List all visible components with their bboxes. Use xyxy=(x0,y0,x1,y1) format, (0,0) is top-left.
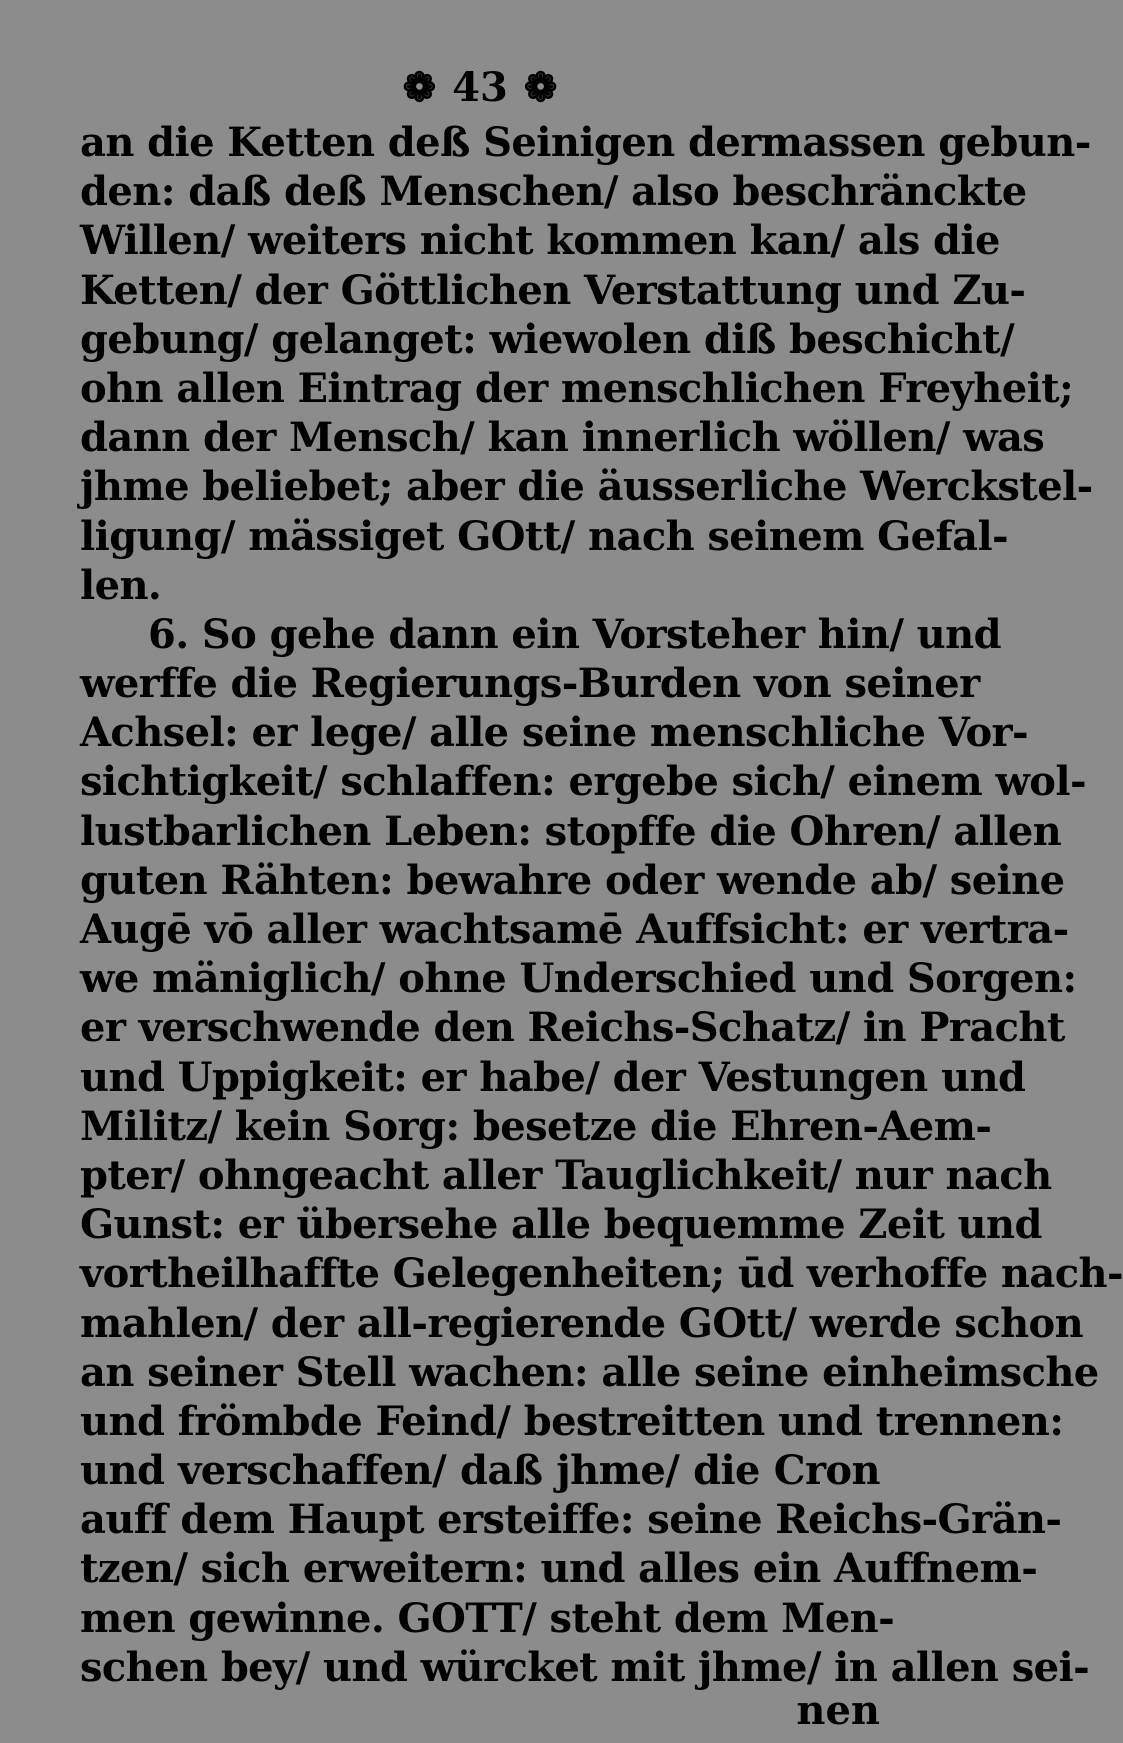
text-line: Gunst: er übersehe alle bequemme Zeit und xyxy=(80,1201,1042,1249)
catchword: nen xyxy=(796,1687,880,1734)
text-line: sichtigkeit/ schlaffen: ergebe sich/ einem wol- xyxy=(80,758,1086,806)
text-line: an seiner Stell wachen: alle seine einheimsche xyxy=(80,1348,1099,1396)
text-line: er verschwende den Reichs-Schatz/ in Pracht xyxy=(80,1004,1065,1052)
text-line: den: daß deß Menschen/ also beschränckte xyxy=(80,168,1027,216)
text-line: Ketten/ der Göttlichen Verstattung und Zu- xyxy=(80,266,1026,314)
body-text xyxy=(80,118,1123,1692)
text-line: guten Rähten: bewahre oder wende ab/ seine xyxy=(80,856,1065,904)
flower-ornament-icon: ❁ xyxy=(523,64,558,111)
text-line: ligung/ mässiget GOtt/ nach seinem Gefal- xyxy=(80,512,1009,560)
text-line: und Uppigkeit: er habe/ der Vestungen und xyxy=(80,1053,1026,1101)
page-header xyxy=(80,58,880,118)
book-page xyxy=(80,58,1123,1734)
text-line: gebung/ gelanget: wiewolen diß beschicht/ xyxy=(80,315,1015,363)
text-line: pter/ ohngeacht aller Tauglichkeit/ nur nach xyxy=(80,1151,1052,1199)
text-line: vortheilhaffte Gelegenheiten; ūd verhoffe nach- xyxy=(80,1250,1123,1298)
text-line: ohn allen Eintrag der menschlichen Freyheit; xyxy=(80,364,1074,412)
text-line: we mäniglich/ ohne Underschied und Sorgen: xyxy=(80,955,1077,1003)
text-line: jhme beliebet; aber die äusserliche Werckstel- xyxy=(80,463,1093,511)
text-line: und frömbde Feind/ bestreitten und trennen: xyxy=(80,1397,1064,1445)
text-line: Militz/ kein Sorg: besetze die Ehren-Aem- xyxy=(80,1102,992,1150)
text-line: werffe die Regierungs-Burden von seiner xyxy=(80,660,980,708)
text-line: dann der Mensch/ kan innerlich wöllen/ was xyxy=(80,414,1045,462)
text-line: schen bey/ und würcket mit jhme/ in allen sei- xyxy=(80,1643,1090,1691)
text-line: len. xyxy=(80,561,162,609)
text-line: men gewinne. GOTT/ steht dem Men- xyxy=(80,1594,895,1642)
text-line: lustbarlichen Leben: stopffe die Ohren/ allen xyxy=(80,807,1062,855)
flower-ornament-icon: ❁ xyxy=(402,64,437,111)
text-line: an die Ketten deß Seinigen dermassen gebun- xyxy=(80,119,1091,166)
text-line: Augē vō aller wachtsamē Auffsicht: er vertra- xyxy=(80,906,1069,953)
text-line: tzen/ sich erweitern: und alles ein Auffnem- xyxy=(80,1545,1038,1593)
text-line: auff dem Haupt ersteiffe: seine Reichs-Grän- xyxy=(80,1496,1062,1544)
text-line: Achsel: er lege/ alle seine menschliche Vor- xyxy=(80,709,1029,757)
page-number: 43 xyxy=(452,64,508,111)
paragraph-start-line: 6. So gehe dann ein Vorsteher hin/ und xyxy=(148,610,1002,658)
text-line: mahlen/ der all-regierende GOtt/ werde schon xyxy=(80,1299,1084,1347)
text-line: Willen/ weiters nicht kommen kan/ als die xyxy=(80,217,1000,265)
text-line: und verschaffen/ daß jhme/ die Cron xyxy=(80,1447,880,1495)
